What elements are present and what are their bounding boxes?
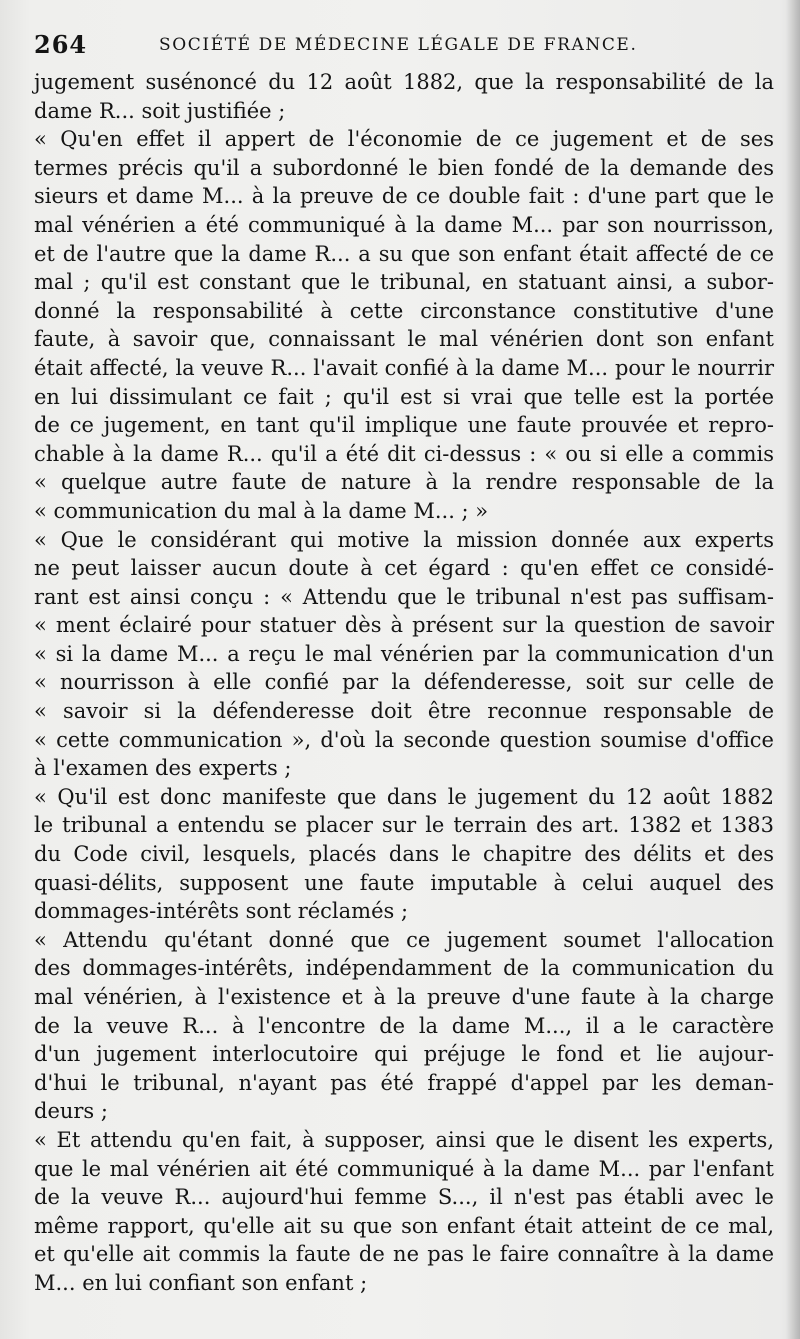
text-line: des dommages-intérêts, indépendamment de la communication du: [34, 956, 774, 981]
text-line: dommages-intérêts sont réclamés ;: [34, 899, 409, 924]
running-head: [34, 30, 780, 64]
text-line: mal ; qu'il est constant que le tribunal, en statuant ainsi, a subor-: [34, 270, 774, 295]
text-line: termes précis qu'il a subordonné le bien fondé de la demande des: [34, 155, 774, 180]
text-line: « Que le considérant qui motive la mission donnée aux experts: [34, 527, 774, 552]
text-line: « Qu'il est donc manifeste que dans le jugement du 12 août 1882: [34, 784, 774, 809]
text-line: à l'examen des experts ;: [34, 756, 292, 781]
journal-title: SOCIÉTÉ DE MÉDECINE LÉGALE DE FRANCE.: [159, 35, 638, 55]
text-line: et de l'autre que la dame R... a su que son enfant était affecté de ce: [34, 241, 774, 266]
text-line: M... en lui confiant son enfant ;: [34, 1270, 368, 1295]
text-line: dame R... soit justifiée ;: [34, 98, 286, 123]
page-number: 264: [34, 30, 88, 59]
text-line: sieurs et dame M... à la preuve de ce double fait : d'une part que le: [34, 184, 774, 209]
text-line: « Attendu qu'étant donné que ce jugement soumet l'allocation: [34, 927, 774, 952]
text-line: mal vénérien, à l'existence et à la preuve d'une faute à la charge: [34, 985, 774, 1009]
text-line: « quelque autre faute de nature à la rendre responsable de la: [34, 470, 774, 495]
text-line: d'hui le tribunal, n'ayant pas été frappé d'appel par les deman-: [34, 1070, 774, 1095]
text-line: ne peut laisser aucun doute à cet égard : qu'en effet ce considé-: [34, 556, 774, 581]
page-edge-shadow: [786, 0, 800, 1339]
body-text: [34, 68, 774, 1298]
text-line: même rapport, qu'elle ait su que son enfant était atteint de ce mal,: [34, 1213, 774, 1238]
text-line: de la veuve R... à l'encontre de la dame M..., il a le caractère: [34, 1013, 774, 1038]
text-line: « cette communication », d'où la seconde question soumise d'office: [34, 727, 774, 752]
text-line: « ment éclairé pour statuer dès à présent sur la question de savoir: [34, 613, 774, 638]
text-line: faute, à savoir que, connaissant le mal vénérien dont son enfant: [34, 327, 774, 352]
text-line: « communication du mal à la dame M... ; »: [34, 498, 489, 523]
text-line: mal vénérien a été communiqué à la dame M... par son nourrisson,: [34, 212, 774, 237]
text-line: en lui dissimulant ce fait ; qu'il est si vrai que telle est la portée: [34, 384, 774, 409]
text-line: le tribunal a entendu se placer sur le terrain des art. 1382 et 1383: [34, 813, 774, 838]
text-line: du Code civil, lesquels, placés dans le chapitre des délits et des: [34, 842, 774, 867]
text-line: que le mal vénérien ait été communiqué à la dame M... par l'enfant: [34, 1156, 774, 1181]
text-line: rant est ainsi conçu : « Attendu que le tribunal n'est pas suffisam-: [34, 584, 774, 609]
text-line: était affecté, la veuve R... l'avait confié à la dame M... pour le nourrir: [34, 355, 774, 380]
text-line: « si la dame M... a reçu le mal vénérien par la communication d'un: [34, 641, 774, 666]
text-line: de la veuve R... aujourd'hui femme S..., il n'est pas établi avec le: [34, 1185, 774, 1210]
text-line: d'un jugement interlocutoire qui préjuge le fond et lie aujour-: [34, 1042, 774, 1067]
text-line: « nourrisson à elle confié par la défenderesse, soit sur celle de: [34, 670, 774, 695]
text-line: donné la responsabilité à cette circonstance constitutive d'une: [34, 298, 774, 323]
text-line: « Qu'en effet il appert de l'économie de ce jugement et de ses: [34, 127, 774, 152]
text-line: de ce jugement, en tant qu'il implique une faute prouvée et repro-: [34, 413, 774, 438]
text-line: « Et attendu qu'en fait, à supposer, ainsi que le disent les experts,: [34, 1127, 774, 1152]
text-line: chable à la dame R... qu'il a été dit ci-dessus : « ou si elle a commis: [34, 441, 774, 466]
text-line: et qu'elle ait commis la faute de ne pas le faire connaître à la dame: [34, 1242, 774, 1267]
text-line: jugement susénoncé du 12 août 1882, que la responsabilité de la: [34, 70, 774, 94]
text-line: quasi-délits, supposent une faute imputable à celui auquel des: [34, 870, 774, 895]
text-line: « savoir si la défenderesse doit être reconnue responsable de: [34, 699, 774, 724]
text-line: deurs ;: [34, 1099, 108, 1124]
